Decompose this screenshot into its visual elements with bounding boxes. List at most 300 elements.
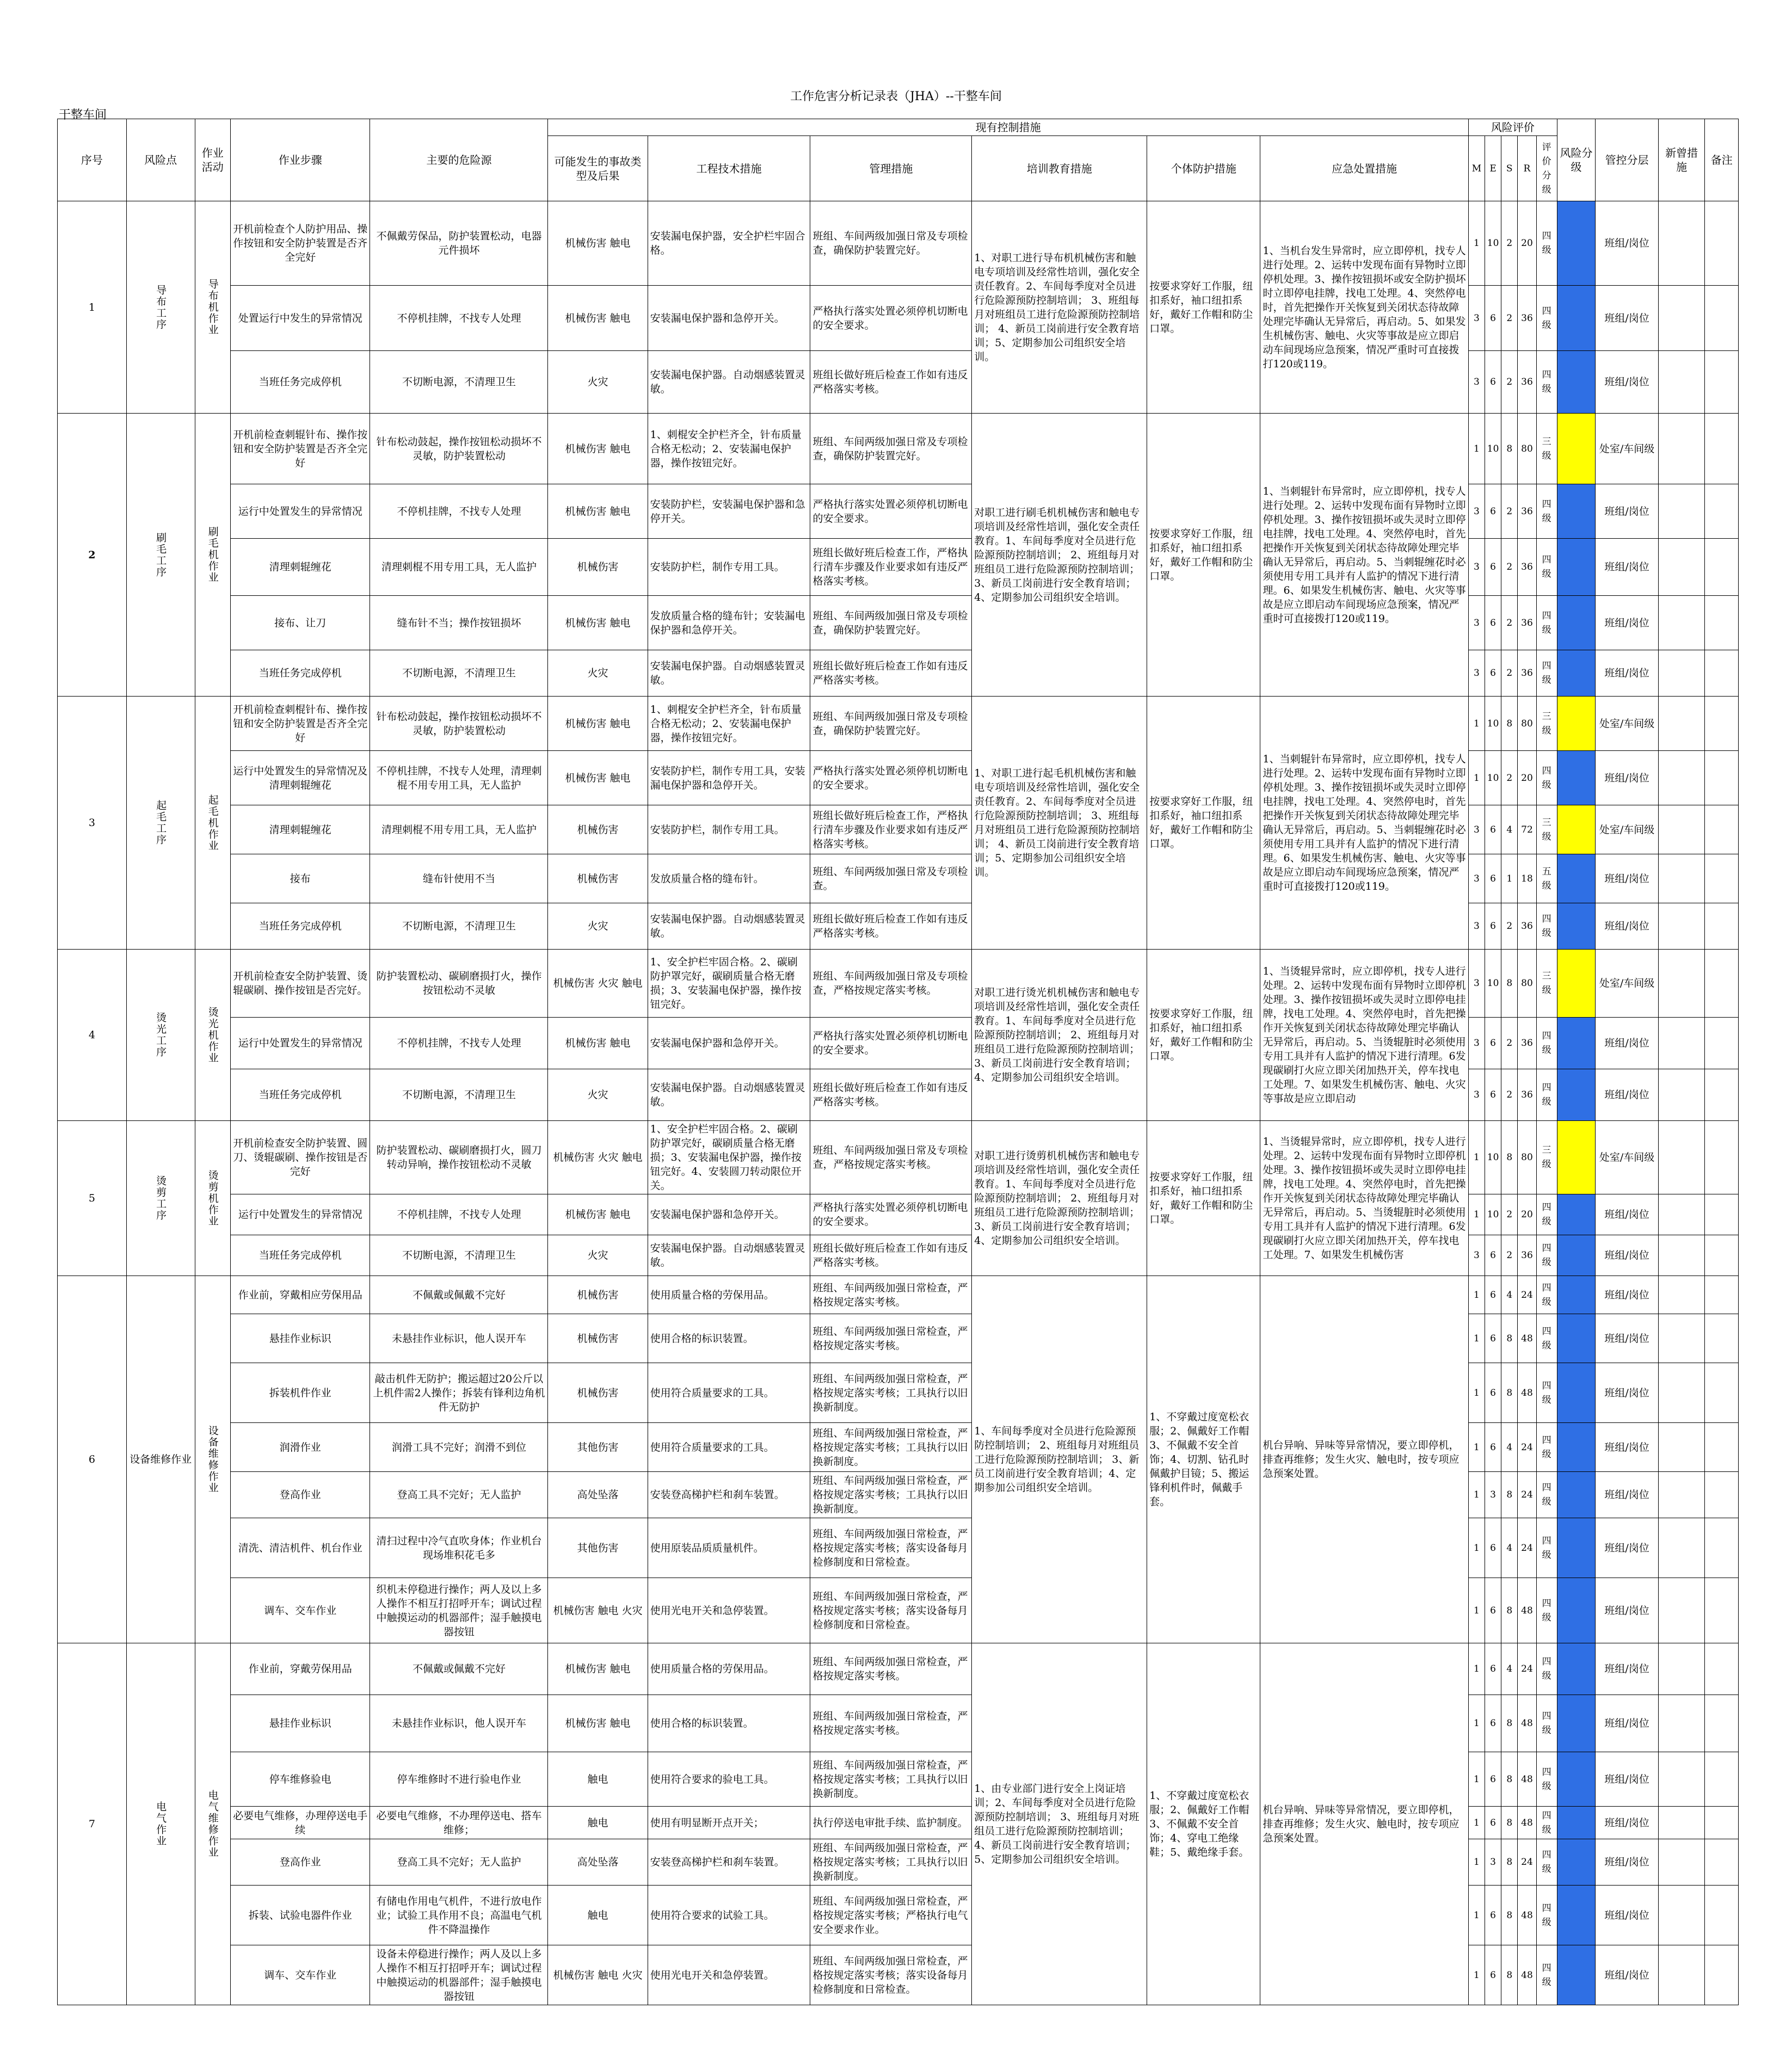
col-risk-eval: 风险评价 xyxy=(1468,119,1557,136)
table-row xyxy=(58,1886,1739,1945)
risk-level-color-cell xyxy=(1557,1695,1595,1752)
step-cell: 接布、让刀 xyxy=(230,596,370,650)
s-cell: 4 xyxy=(1501,1276,1518,1314)
new-measures-cell xyxy=(1658,414,1705,484)
seq-cell: 7 xyxy=(58,1643,127,2005)
new-measures-cell xyxy=(1658,1839,1705,1886)
step-cell: 停车维修验电 xyxy=(230,1752,370,1807)
management-cell: 班组、车间两级加强日常检查，严格按规定落实考核；工具执行以旧换新制度。 xyxy=(810,1472,972,1518)
training-cell: 1、由专业部门进行安全上岗证培训；2、车间每季度对全员进行危险源预防控制培训； 3、班组每月对班组员工进行危险源预防控制培训； 4、新员工岗前进行安全教育培训；5、定期参加公司组织安全培训。 xyxy=(972,1643,1147,2005)
m-cell: 1 xyxy=(1468,1121,1485,1194)
emergency-cell: 1、当机台发生异常时，应立即停机，找专人进行处理。2、运转中发现布面有异物时立即停机处理。3、操作按钮损坏或安全防护损坏时立即停电挂牌，找电工处理。4、突然停电时，首先把操作开关恢复到关闭状态待故障处理完毕确认无异常后，再启动。5、如果发生机械伤害、触电、火灾等事故是应立即启动车间现场应急预案，情况严重时可直接拨打120或119。 xyxy=(1260,201,1468,414)
e-cell: 6 xyxy=(1485,1643,1501,1695)
s-cell: 2 xyxy=(1501,751,1518,805)
consequence-cell: 其他伤害 xyxy=(548,1423,648,1472)
risk-level-color-cell xyxy=(1557,1121,1595,1194)
control-layer-cell: 班组/岗位 xyxy=(1596,1314,1659,1363)
new-measures-cell xyxy=(1658,1018,1705,1069)
remark-cell xyxy=(1705,805,1739,854)
remark-cell xyxy=(1705,751,1739,805)
r-cell: 80 xyxy=(1518,950,1536,1018)
control-layer-cell: 班组/岗位 xyxy=(1596,1807,1659,1839)
activity-cell: 起毛机作业 xyxy=(195,697,230,950)
emergency-cell: 1、当烫辊异常时，应立即停机，找专人进行处理。2、运转中发现布面有异物时立即停机处理。3、操作按钮损坏或失灵时立即停电挂牌，找电工处理。4、突然停电时，首先把操作开关恢复到关闭状态待故障处理完毕确认无异常后，再启动。5、当烫辊脏时必须使用专用工具并有人监护的情况下进行清理。6发现碳刷打火应立即关闭加热开关，停车找电工处理。7、如果发生机械伤害、触电、火灾等事故是应立即启动 xyxy=(1260,950,1468,1121)
consequence-cell: 机械伤害 xyxy=(548,1276,648,1314)
table-row xyxy=(58,1472,1739,1518)
grade-cell: 四级 xyxy=(1536,1069,1557,1121)
col-emergency: 应急处置措施 xyxy=(1260,136,1468,201)
grade-cell: 四级 xyxy=(1536,1945,1557,2005)
activity-cell: 烫剪机作业 xyxy=(195,1121,230,1276)
grade-cell: 四级 xyxy=(1536,1886,1557,1945)
r-cell: 36 xyxy=(1518,539,1536,596)
control-layer-cell: 班组/岗位 xyxy=(1596,1276,1659,1314)
risk-level-color-cell xyxy=(1557,1472,1595,1518)
ppe-cell: 1、不穿戴过度宽松衣服；2、佩戴好工作帽3、不佩戴不安全首饰；4、穿电工绝缘鞋；5、戴绝缘手套。 xyxy=(1147,1643,1260,2005)
ppe-cell: 按要求穿好工作服，纽扣系好，袖口纽扣系好，戴好工作帽和防尘口罩。 xyxy=(1147,201,1260,414)
control-layer-cell: 班组/岗位 xyxy=(1596,1018,1659,1069)
step-cell: 当班任务完成停机 xyxy=(230,903,370,950)
e-cell: 6 xyxy=(1485,854,1501,903)
hazard-cell: 防护装置松动、碳刷磨损打火，圆刀转动异响，操作按钮松动不灵敏 xyxy=(370,1121,548,1194)
remark-cell xyxy=(1705,1069,1739,1121)
step-cell: 悬挂作业标识 xyxy=(230,1695,370,1752)
management-cell: 班组、车间两级加强日常检查，严格按规定落实考核。 xyxy=(810,1643,972,1695)
hazard-cell: 润滑工具不完好；润滑不到位 xyxy=(370,1423,548,1472)
consequence-cell: 机械伤害 触电 火灾 xyxy=(548,1578,648,1643)
risk-point-cell: 起毛工序 xyxy=(126,697,195,950)
engineering-cell: 安装漏电保护器。自动烟感装置灵敏。 xyxy=(648,650,810,697)
r-cell: 36 xyxy=(1518,1018,1536,1069)
e-cell: 6 xyxy=(1485,1363,1501,1423)
e-cell: 10 xyxy=(1485,414,1501,484)
col-consequence: 可能发生的事故类型及后果 xyxy=(548,136,648,201)
r-cell: 48 xyxy=(1518,1314,1536,1363)
s-cell: 8 xyxy=(1501,1752,1518,1807)
r-cell: 24 xyxy=(1518,1472,1536,1518)
r-cell: 48 xyxy=(1518,1807,1536,1839)
training-cell: 对职工进行烫剪机机械伤害和触电专项培训及经常性培训，强化安全责任教育。1、车间每季度对全员进行危险源预防控制培训； 2、班组每月对班组员工进行危险源预防控制培训； 3、新员工岗前进行安全教育培训；4、定期参加公司组织安全培训。 xyxy=(972,1121,1147,1276)
hazard-cell: 敲击机件无防护；搬运超过20公斤以上机件需2人操作；拆装有锋利边角机件无防护 xyxy=(370,1363,548,1423)
m-cell: 1 xyxy=(1468,1578,1485,1643)
new-measures-cell xyxy=(1658,1363,1705,1423)
control-layer-cell: 班组/岗位 xyxy=(1596,1886,1659,1945)
grade-cell: 四级 xyxy=(1536,201,1557,286)
e-cell: 3 xyxy=(1485,1839,1501,1886)
consequence-cell: 机械伤害 触电 xyxy=(548,697,648,751)
management-cell: 班组、车间两级加强日常及专项检查，确保防护装置完好。 xyxy=(810,697,972,751)
s-cell: 4 xyxy=(1501,1643,1518,1695)
remark-cell xyxy=(1705,1235,1739,1276)
engineering-cell: 安装漏电保护器和急停开关。 xyxy=(648,286,810,351)
s-cell: 8 xyxy=(1501,1695,1518,1752)
step-cell: 接布 xyxy=(230,854,370,903)
risk-level-color-cell xyxy=(1557,286,1595,351)
training-cell: 对职工进行刷毛机机械伤害和触电专项培训及经常性培训，强化安全责任教育。1、车间每季度对全员进行危险源预防控制培训； 2、班组每月对班组员工进行危险源预防控制培训； 3、新员工岗前进行安全教育培训；4、定期参加公司组织安全培训。 xyxy=(972,414,1147,697)
management-cell: 班组长做好班后检查工作，严格执行清车步骤及作业要求如有违反严格落实考核。 xyxy=(810,539,972,596)
hazard-cell: 设备未停稳进行操作；两人及以上多人操作不相互打招呼开车；调试过程中触摸运动的机器部件；湿手触摸电器按钮 xyxy=(370,1945,548,2005)
consequence-cell: 机械伤害 xyxy=(548,854,648,903)
management-cell: 班组、车间两级加强日常检查，严格按规定落实考核；工具执行以旧换新制度。 xyxy=(810,1839,972,1886)
table-row xyxy=(58,1695,1739,1752)
step-cell: 运行中处置发生的异常情况 xyxy=(230,1194,370,1235)
grade-cell: 四级 xyxy=(1536,1472,1557,1518)
m-cell: 3 xyxy=(1468,1018,1485,1069)
training-cell: 对职工进行烫光机机械伤害和触电专项培训及经常性培训，强化安全责任教育。1、车间每季度对全员进行危险源预防控制培训； 2、班组每月对班组员工进行危险源预防控制培训； 3、新员工岗前进行安全教育培训；4、定期参加公司组织安全培训。 xyxy=(972,950,1147,1121)
m-cell: 3 xyxy=(1468,650,1485,697)
control-layer-cell: 班组/岗位 xyxy=(1596,201,1659,286)
consequence-cell: 机械伤害 触电 xyxy=(548,1695,648,1752)
remark-cell xyxy=(1705,1314,1739,1363)
management-cell: 班组、车间两级加强日常及专项检查，确保防护装置完好。 xyxy=(810,414,972,484)
m-cell: 1 xyxy=(1468,1643,1485,1695)
control-layer-cell: 班组/岗位 xyxy=(1596,1518,1659,1578)
management-cell: 班组、车间两级加强日常检查，严格按规定落实考核；严格执行电气安全要求作业。 xyxy=(810,1886,972,1945)
engineering-cell: 使用原装品质质量机件。 xyxy=(648,1518,810,1578)
r-cell: 36 xyxy=(1518,1235,1536,1276)
risk-level-color-cell xyxy=(1557,1518,1595,1578)
control-layer-cell: 班组/岗位 xyxy=(1596,351,1659,414)
engineering-cell: 1、刺棍安全护栏齐全，针布质量合格无松动；2、安装漏电保护器，操作按钮完好。 xyxy=(648,414,810,484)
hazard-cell: 针布松动鼓起，操作按钮松动损坏不灵敏，防护装置松动 xyxy=(370,414,548,484)
activity-cell: 设备维修作业 xyxy=(195,1276,230,1643)
grade-cell: 四级 xyxy=(1536,1839,1557,1886)
step-cell: 当班任务完成停机 xyxy=(230,351,370,414)
e-cell: 6 xyxy=(1485,539,1501,596)
hazard-cell: 未悬挂作业标识，他人误开车 xyxy=(370,1314,548,1363)
management-cell: 班组、车间两级加强日常检查，严格按规定落实考核；落实设备每月检修制度和日常检查。 xyxy=(810,1578,972,1643)
management-cell: 班组长做好班后检查工作如有违反严格落实考核。 xyxy=(810,1069,972,1121)
step-cell: 拆装机件作业 xyxy=(230,1363,370,1423)
s-cell: 2 xyxy=(1501,1018,1518,1069)
m-cell: 1 xyxy=(1468,697,1485,751)
step-cell: 运行中处置发生的异常情况 xyxy=(230,484,370,539)
table-row xyxy=(58,751,1739,805)
grade-cell: 四级 xyxy=(1536,1518,1557,1578)
step-cell: 当班任务完成停机 xyxy=(230,1069,370,1121)
e-cell: 10 xyxy=(1485,697,1501,751)
remark-cell xyxy=(1705,201,1739,286)
r-cell: 48 xyxy=(1518,1752,1536,1807)
risk-level-color-cell xyxy=(1557,805,1595,854)
engineering-cell: 安装漏电保护器，安全护栏牢固合格。 xyxy=(648,201,810,286)
r-cell: 36 xyxy=(1518,596,1536,650)
seq-cell: 1 xyxy=(58,201,127,414)
table-row xyxy=(58,1518,1739,1578)
col-remark: 备注 xyxy=(1705,119,1739,201)
s-cell: 4 xyxy=(1501,805,1518,854)
management-cell: 严格执行落实处置必须停机切断电的安全要求。 xyxy=(810,751,972,805)
table-row xyxy=(58,903,1739,950)
remark-cell xyxy=(1705,854,1739,903)
e-cell: 6 xyxy=(1485,805,1501,854)
table-row xyxy=(58,1945,1739,2005)
remark-cell xyxy=(1705,1276,1739,1314)
r-cell: 36 xyxy=(1518,903,1536,950)
e-cell: 10 xyxy=(1485,1121,1501,1194)
step-cell: 开机前检查安全防护装置、圆刀、烫辊碳刷、操作按钮是否完好 xyxy=(230,1121,370,1194)
step-cell: 运行中处置发生的异常情况及清理刺辊缠花 xyxy=(230,751,370,805)
e-cell: 6 xyxy=(1485,596,1501,650)
management-cell: 班组、车间两级加强日常及专项检查，严格按规定落实考核。 xyxy=(810,950,972,1018)
hazard-cell: 不切断电源，不清理卫生 xyxy=(370,1069,548,1121)
r-cell: 80 xyxy=(1518,697,1536,751)
table-row xyxy=(58,1363,1739,1423)
new-measures-cell xyxy=(1658,201,1705,286)
s-cell: 8 xyxy=(1501,1886,1518,1945)
engineering-cell: 使用符合质量要求的工具。 xyxy=(648,1423,810,1472)
table-row xyxy=(58,1839,1739,1886)
remark-cell xyxy=(1705,903,1739,950)
grade-cell: 四级 xyxy=(1536,1363,1557,1423)
e-cell: 6 xyxy=(1485,650,1501,697)
consequence-cell: 机械伤害 xyxy=(548,1314,648,1363)
consequence-cell: 机械伤害 触电 xyxy=(548,596,648,650)
table-row xyxy=(58,1018,1739,1069)
hazard-cell: 登高工具不完好；无人监护 xyxy=(370,1472,548,1518)
col-grade: 评价分级 xyxy=(1536,136,1557,201)
m-cell: 1 xyxy=(1468,1194,1485,1235)
engineering-cell: 1、安全护栏牢固合格。2、碳刷防护罩完好，碳刷质量合格无磨损；3、安装漏电保护器，操作按钮完好。 xyxy=(648,950,810,1018)
e-cell: 6 xyxy=(1485,1069,1501,1121)
control-layer-cell: 班组/岗位 xyxy=(1596,596,1659,650)
step-cell: 调车、交车作业 xyxy=(230,1578,370,1643)
col-control-layer: 管控分层 xyxy=(1596,119,1659,201)
engineering-cell: 安装防护栏，安装漏电保护器和急停开关。 xyxy=(648,484,810,539)
table-row xyxy=(58,854,1739,903)
hazard-cell: 登高工具不完好；无人监护 xyxy=(370,1839,548,1886)
r-cell: 20 xyxy=(1518,751,1536,805)
control-layer-cell: 处室/车间级 xyxy=(1596,950,1659,1018)
management-cell: 班组长做好班后检查工作如有违反严格落实考核。 xyxy=(810,351,972,414)
hazard-cell: 不停机挂牌，不找专人处理 xyxy=(370,1194,548,1235)
s-cell: 8 xyxy=(1501,1472,1518,1518)
e-cell: 6 xyxy=(1485,1018,1501,1069)
grade-cell: 四级 xyxy=(1536,903,1557,950)
consequence-cell: 机械伤害 触电 火灾 xyxy=(548,1945,648,2005)
step-cell: 登高作业 xyxy=(230,1472,370,1518)
grade-cell: 四级 xyxy=(1536,1695,1557,1752)
remark-cell xyxy=(1705,697,1739,751)
risk-point-cell: 设备维修作业 xyxy=(126,1276,195,1643)
consequence-cell: 触电 xyxy=(548,1752,648,1807)
r-cell: 20 xyxy=(1518,1194,1536,1235)
new-measures-cell xyxy=(1658,1752,1705,1807)
table-row xyxy=(58,351,1739,414)
e-cell: 10 xyxy=(1485,751,1501,805)
consequence-cell: 机械伤害 触电 xyxy=(548,1018,648,1069)
management-cell: 班组长做好班后检查工作如有违反严格落实考核。 xyxy=(810,903,972,950)
control-layer-cell: 班组/岗位 xyxy=(1596,1695,1659,1752)
control-layer-cell: 班组/岗位 xyxy=(1596,854,1659,903)
col-controls: 现有控制措施 xyxy=(548,119,1468,136)
e-cell: 6 xyxy=(1485,1578,1501,1643)
remark-cell xyxy=(1705,1194,1739,1235)
s-cell: 2 xyxy=(1501,286,1518,351)
table-row xyxy=(58,1194,1739,1235)
remark-cell xyxy=(1705,650,1739,697)
control-layer-cell: 班组/岗位 xyxy=(1596,484,1659,539)
e-cell: 10 xyxy=(1485,950,1501,1018)
e-cell: 6 xyxy=(1485,1886,1501,1945)
management-cell: 班组、车间两级加强日常检查，严格按规定落实考核；工具执行以旧换新制度。 xyxy=(810,1752,972,1807)
risk-level-color-cell xyxy=(1557,1643,1595,1695)
col-e: E xyxy=(1485,136,1501,201)
table-row xyxy=(58,1314,1739,1363)
s-cell: 2 xyxy=(1501,539,1518,596)
s-cell: 2 xyxy=(1501,1194,1518,1235)
management-cell: 班组、车间两级加强日常检查，严格按规定落实考核。 xyxy=(810,1314,972,1363)
grade-cell: 三级 xyxy=(1536,805,1557,854)
engineering-cell: 使用质量合格的劳保用品。 xyxy=(648,1276,810,1314)
new-measures-cell xyxy=(1658,697,1705,751)
new-measures-cell xyxy=(1658,1235,1705,1276)
control-layer-cell: 班组/岗位 xyxy=(1596,1752,1659,1807)
table-row xyxy=(58,1752,1739,1807)
engineering-cell: 使用符合质量要求的工具。 xyxy=(648,1363,810,1423)
col-risk-level: 风险分级 xyxy=(1557,119,1595,201)
hazard-cell: 不停机挂牌，不找专人处理，清理刺棍不用专用工具，无人监护 xyxy=(370,751,548,805)
e-cell: 6 xyxy=(1485,1945,1501,2005)
m-cell: 3 xyxy=(1468,286,1485,351)
m-cell: 1 xyxy=(1468,201,1485,286)
grade-cell: 四级 xyxy=(1536,539,1557,596)
hazard-cell: 不佩戴劳保品，防护装置松动，电器元件损坏 xyxy=(370,201,548,286)
control-layer-cell: 处室/车间级 xyxy=(1596,1121,1659,1194)
consequence-cell: 机械伤害 触电 xyxy=(548,201,648,286)
risk-level-color-cell xyxy=(1557,596,1595,650)
control-layer-cell: 班组/岗位 xyxy=(1596,1235,1659,1276)
consequence-cell: 火灾 xyxy=(548,903,648,950)
remark-cell xyxy=(1705,286,1739,351)
m-cell: 3 xyxy=(1468,596,1485,650)
management-cell: 班组长做好班后检查工作，严格执行清车步骤及作业要求如有违反严格落实考核。 xyxy=(810,805,972,854)
grade-cell: 四级 xyxy=(1536,1276,1557,1314)
department-label: 干整车间 xyxy=(59,108,107,122)
m-cell: 1 xyxy=(1468,1423,1485,1472)
new-measures-cell xyxy=(1658,1069,1705,1121)
consequence-cell: 机械伤害 xyxy=(548,1363,648,1423)
activity-cell: 烫光机作业 xyxy=(195,950,230,1121)
grade-cell: 三级 xyxy=(1536,697,1557,751)
s-cell: 2 xyxy=(1501,351,1518,414)
risk-level-color-cell xyxy=(1557,1578,1595,1643)
step-cell: 调车、交车作业 xyxy=(230,1945,370,2005)
risk-level-color-cell xyxy=(1557,414,1595,484)
r-cell: 48 xyxy=(1518,1945,1536,2005)
control-layer-cell: 班组/岗位 xyxy=(1596,1423,1659,1472)
new-measures-cell xyxy=(1658,484,1705,539)
hazard-cell: 针布松动鼓起，操作按钮松动损坏不灵敏，防护装置松动 xyxy=(370,697,548,751)
table-row xyxy=(58,650,1739,697)
e-cell: 10 xyxy=(1485,1194,1501,1235)
m-cell: 3 xyxy=(1468,805,1485,854)
m-cell: 1 xyxy=(1468,1518,1485,1578)
new-measures-cell xyxy=(1658,1423,1705,1472)
emergency-cell: 1、当刺辊针布异常时，应立即停机，找专人进行处理。2、运转中发现布面有异物时立即停机处理。3、操作按钮损坏或失灵时立即停电挂牌，找电工处理。4、突然停电时，首先把操作开关恢复到关闭状态待故障处理完毕确认无异常后，再启动。5、当刺辊缠花时必须使用专用工具并有人监护的情况下进行清理。6、如果发生机械伤害、触电、火灾等事故是应立即启动车间现场应急预案，情况严重时可直接拨打120或119。 xyxy=(1260,697,1468,950)
m-cell: 1 xyxy=(1468,1839,1485,1886)
m-cell: 3 xyxy=(1468,854,1485,903)
step-cell: 必要电气维修，办理停送电手续 xyxy=(230,1807,370,1839)
consequence-cell: 高处坠落 xyxy=(548,1472,648,1518)
new-measures-cell xyxy=(1658,903,1705,950)
training-cell: 1、对职工进行导布机机械伤害和触电专项培训及经常性培训，强化安全责任教育。2、车间每季度对全员进行危险源预防控制培训； 3、班组每月对班组员工进行危险源预防控制培训； 4、新员工岗前进行安全教育培训；5、定期参加公司组织安全培训。 xyxy=(972,201,1147,414)
control-layer-cell: 班组/岗位 xyxy=(1596,286,1659,351)
e-cell: 6 xyxy=(1485,1518,1501,1578)
e-cell: 3 xyxy=(1485,1472,1501,1518)
s-cell: 8 xyxy=(1501,1363,1518,1423)
e-cell: 6 xyxy=(1485,1807,1501,1839)
remark-cell xyxy=(1705,1643,1739,1695)
table-row xyxy=(58,1235,1739,1276)
risk-point-cell: 导布工序 xyxy=(126,201,195,414)
hazard-cell: 不切断电源，不清理卫生 xyxy=(370,1235,548,1276)
consequence-cell: 机械伤害 触电 xyxy=(548,751,648,805)
col-training: 培训教育措施 xyxy=(972,136,1147,201)
new-measures-cell xyxy=(1658,950,1705,1018)
s-cell: 1 xyxy=(1501,854,1518,903)
risk-level-color-cell xyxy=(1557,351,1595,414)
grade-cell: 四级 xyxy=(1536,351,1557,414)
step-cell: 当班任务完成停机 xyxy=(230,650,370,697)
risk-level-color-cell xyxy=(1557,484,1595,539)
table-row xyxy=(58,805,1739,854)
grade-cell: 四级 xyxy=(1536,1194,1557,1235)
r-cell: 24 xyxy=(1518,1518,1536,1578)
engineering-cell: 安装漏电保护器。自动烟感装置灵敏。 xyxy=(648,1069,810,1121)
management-cell: 严格执行落实处置必须停机切断电的安全要求。 xyxy=(810,1194,972,1235)
management-cell: 班组长做好班后检查工作如有违反严格落实考核。 xyxy=(810,1235,972,1276)
control-layer-cell: 处室/车间级 xyxy=(1596,697,1659,751)
engineering-cell: 安装漏电保护器和急停开关。 xyxy=(648,1194,810,1235)
hazard-cell: 不佩戴或佩戴不完好 xyxy=(370,1276,548,1314)
m-cell: 1 xyxy=(1468,1276,1485,1314)
risk-level-color-cell xyxy=(1557,1752,1595,1807)
s-cell: 4 xyxy=(1501,1423,1518,1472)
risk-level-color-cell xyxy=(1557,1363,1595,1423)
engineering-cell: 发放质量合格的缝布针。 xyxy=(648,854,810,903)
control-layer-cell: 班组/岗位 xyxy=(1596,1472,1659,1518)
e-cell: 6 xyxy=(1485,1752,1501,1807)
new-measures-cell xyxy=(1658,1314,1705,1363)
step-cell: 作业前，穿戴相应劳保用品 xyxy=(230,1276,370,1314)
table-row xyxy=(58,1578,1739,1643)
consequence-cell: 火灾 xyxy=(548,650,648,697)
m-cell: 1 xyxy=(1468,1886,1485,1945)
consequence-cell: 机械伤害 火灾 触电 xyxy=(548,950,648,1018)
remark-cell xyxy=(1705,1886,1739,1945)
s-cell: 2 xyxy=(1501,596,1518,650)
m-cell: 1 xyxy=(1468,1363,1485,1423)
risk-level-color-cell xyxy=(1557,697,1595,751)
m-cell: 1 xyxy=(1468,1314,1485,1363)
step-cell: 运行中处置发生的异常情况 xyxy=(230,1018,370,1069)
r-cell: 48 xyxy=(1518,1363,1536,1423)
risk-level-color-cell xyxy=(1557,1314,1595,1363)
consequence-cell: 其他伤害 xyxy=(548,1518,648,1578)
seq-cell: 3 xyxy=(58,697,127,950)
risk-level-color-cell xyxy=(1557,201,1595,286)
m-cell: 3 xyxy=(1468,539,1485,596)
risk-point-cell: 烫剪工序 xyxy=(126,1121,195,1276)
m-cell: 1 xyxy=(1468,1945,1485,2005)
step-cell: 润滑作业 xyxy=(230,1423,370,1472)
r-cell: 18 xyxy=(1518,854,1536,903)
m-cell: 3 xyxy=(1468,1235,1485,1276)
remark-cell xyxy=(1705,539,1739,596)
s-cell: 8 xyxy=(1501,414,1518,484)
engineering-cell: 发放质量合格的缝布针；安装漏电保护器和急停开关。 xyxy=(648,596,810,650)
